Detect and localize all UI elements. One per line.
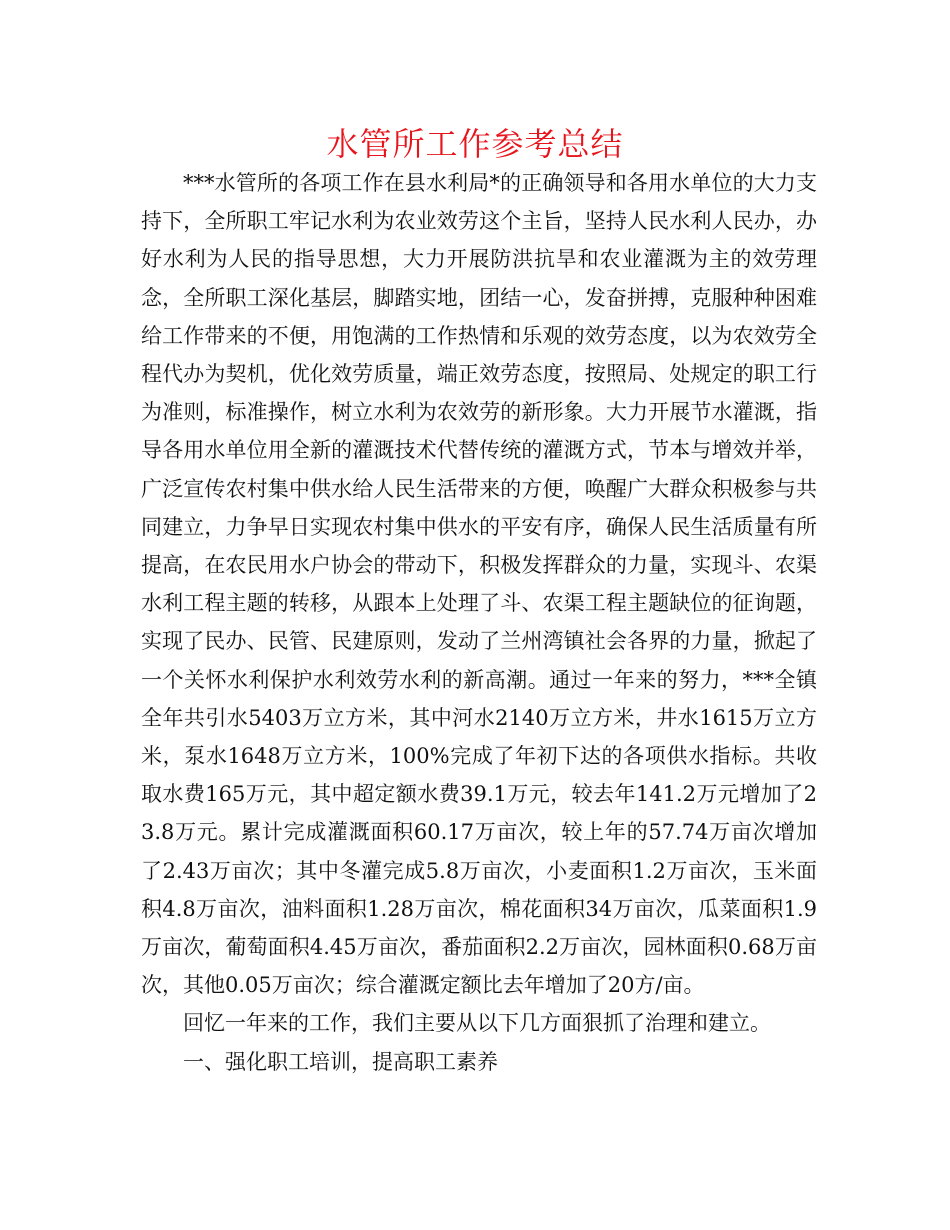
body-paragraph: 回忆一年来的工作，我们主要从以下几方面狠抓了治理和建立。	[183, 1011, 771, 1036]
body-paragraph: ***水管所的各项工作在县水利局*的正确领导和各用水单位的大力支持下，全所职工牢记水利为农业效劳这个主旨，坚持人民水利人民办，办好水利为人民的指导思想，大力开展防洪抗旱和农业灌溉为主的效劳理念，全所职工深化基层，脚踏实地，团结一心，发奋拼搏，克服种种困难给工作带来的不便，用饱满的工作热情和乐观的效劳态度，以为农效劳全程代办为契机，优化效劳质量，端正效劳态度，按照局、处规定的职工行为准则，标准操作，树立水利为农效劳的新形象。大力开展节水灌溉，指导各用水单位用全新的灌溉技术代替传统的灌溉方式，节本与增效并举，广泛宣传农村集中供水给人民生活带来的方便，唤醒广大群众积极参与共同建立，力争早日实现农村集中供水的平安有序，确保人民生活质量有所提高，在农民用水户协会的带动下，积极发挥群众的力量，实现斗、农渠水利工程主题的转移，从跟本上处理了斗、农渠工程主题缺位的征询题，实现了民办、民管、民建原则，发动了兰州湾镇社会各界的力量，掀起了一个关怀水利保护水利效劳水利的新高潮。通过一年来的努力，***全镇全年共引水5403万立方米，其中河水2140万立方米，井水1615万立方米，泵水1648万立方米，100%完成了年初下达的各项供水指标。共收取水费165万元，其中超定额水费39.1万元，较去年141.2万元增加了23.8万元。累计完成灌溉面积60.17万亩次，较上年的57.74万亩次增加了2.43万亩次；其中冬灌完成5.8万亩次，小麦面积1.2万亩次，玉米面积4.8万亩次，油料面积1.28万亩次，棉花面积34万亩次，瓜菜面积1.9万亩次，葡萄面积4.45万亩次，番茄面积2.2万亩次，园林面积0.68万亩次，其他0.05万亩次；综合灌溉定额比去年增加了20方/亩。	[141, 171, 817, 998]
document-body	[141, 164, 817, 1081]
document-title: 水管所工作参考总结	[326, 125, 624, 163]
section-heading: 一、强化职工培训，提高职工素养	[183, 1049, 498, 1074]
